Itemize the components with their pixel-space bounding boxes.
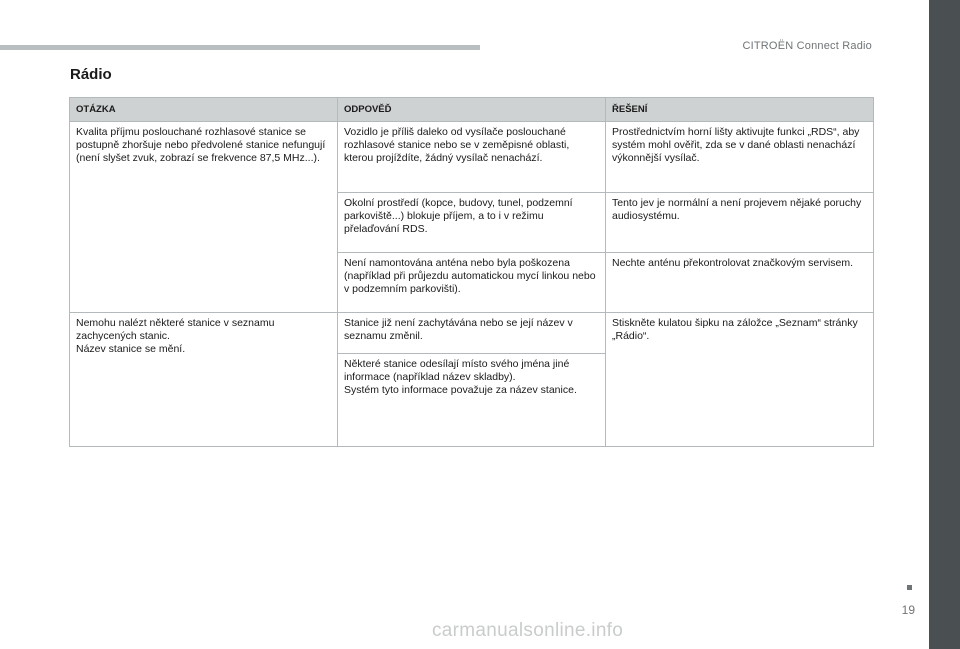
answer-cell: Není namontována anténa nebo byla poškozena (například při průjezdu automatickou mycí linkou nebo v podzemním parkovišti). bbox=[338, 253, 606, 313]
question-cell: Kvalita příjmu poslouchané rozhlasové stanice se postupně zhoršuje nebo předvolené stanice nefungují (není slyšet zvuk, zobrazí se frekvence 87,5 MHz...). bbox=[70, 122, 338, 313]
right-side-strip bbox=[929, 0, 960, 649]
answer-cell: Některé stanice odesílají místo svého jména jiné informace (například název skladby). Systém tyto informace považuje za název stanice. bbox=[338, 354, 606, 447]
solution-cell: Prostřednictvím horní lišty aktivujte funkci „RDS“, aby systém mohl ověřit, zda se v dané oblasti nenachází výkonnější vysílač. bbox=[606, 122, 874, 193]
page-number: 19 bbox=[901, 603, 915, 617]
header-answer: ODPOVĚĎ bbox=[338, 98, 606, 122]
table-header-row bbox=[70, 98, 874, 122]
answer-cell: Okolní prostředí (kopce, budovy, tunel, podzemní parkoviště...) blokuje příjem, a to i v režimu přelaďování RDS. bbox=[338, 193, 606, 253]
watermark: carmanualsonline.info bbox=[432, 620, 624, 641]
table-row bbox=[70, 313, 874, 354]
top-decorative-bar bbox=[0, 45, 480, 50]
section-title: Rádio bbox=[70, 66, 112, 83]
header-question: OTÁZKA bbox=[70, 98, 338, 122]
footer-dot bbox=[907, 585, 912, 590]
table-row bbox=[70, 122, 874, 193]
troubleshooting-table bbox=[69, 97, 874, 447]
solution-cell: Nechte anténu překontrolovat značkovým servisem. bbox=[606, 253, 874, 313]
solution-cell: Stiskněte kulatou šipku na záložce „Seznam“ stránky „Rádio“. bbox=[606, 313, 874, 447]
header-solution: ŘEŠENÍ bbox=[606, 98, 874, 122]
question-cell: Nemohu nalézt některé stanice v seznamu zachycených stanic. Název stanice se mění. bbox=[70, 313, 338, 447]
header-brand-title: CITROËN Connect Radio bbox=[742, 40, 872, 52]
answer-cell: Vozidlo je příliš daleko od vysílače poslouchané rozhlasové stanice nebo se v zeměpisné oblasti, kterou projíždíte, žádný vysílač nenachází. bbox=[338, 122, 606, 193]
solution-cell: Tento jev je normální a není projevem nějaké poruchy audiosystému. bbox=[606, 193, 874, 253]
answer-cell: Stanice již není zachytávána nebo se její název v seznamu změnil. bbox=[338, 313, 606, 354]
